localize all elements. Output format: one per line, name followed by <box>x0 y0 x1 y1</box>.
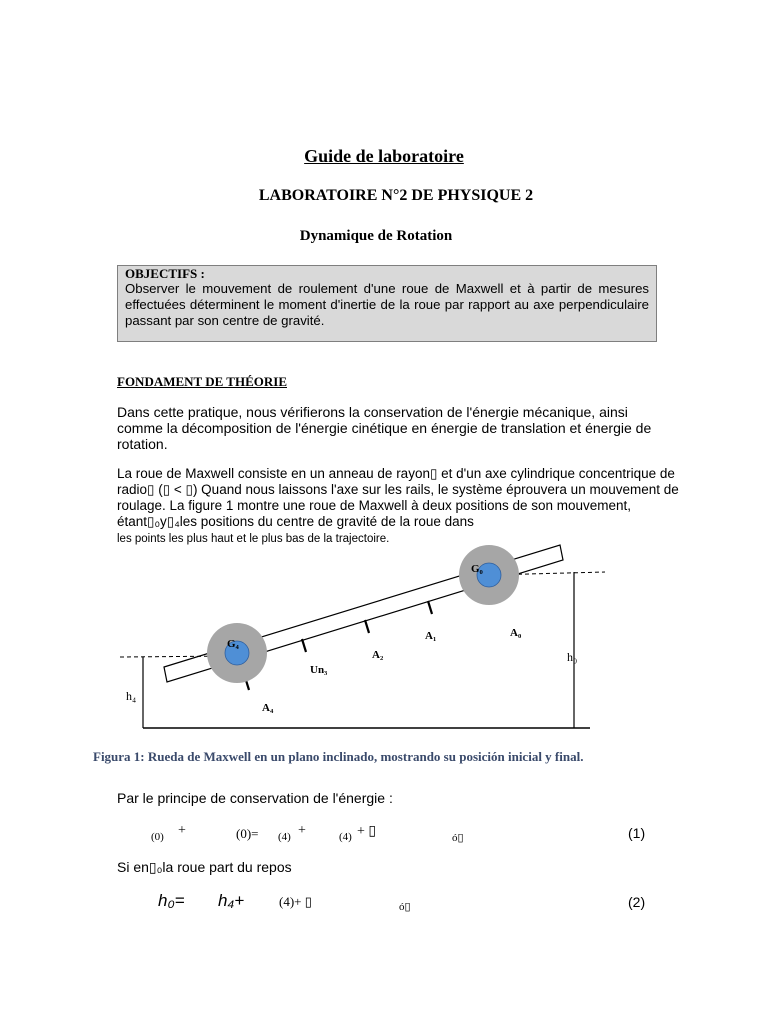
label-a3: Un₃ <box>310 664 328 676</box>
eq1-plus-1: + <box>178 823 186 838</box>
tick-a2 <box>365 620 369 633</box>
eq1-term-4: (4) <box>339 831 352 843</box>
theory-paragraph-1: Dans cette pratique, nous vérifierons la conservation de l'énergie mécanique, ainsi comme la décomposition de l'énergie cinétique en énergie de translation et énergie de rotation. <box>117 404 652 452</box>
theory-paragraph-2 <box>117 466 682 547</box>
tick-a3 <box>302 639 306 652</box>
eq1-term-6: ó▯ <box>452 832 464 844</box>
eq1-term-5: + ▯ <box>357 824 377 839</box>
eq2-h4: h₄+ <box>218 891 245 910</box>
maxwell-wheel-figure <box>110 540 630 740</box>
conservation-intro: Par le principe de conservation de l'énergie : <box>117 790 393 806</box>
label-g4: G₄ <box>227 638 239 650</box>
eq2-h0: h₀= <box>158 891 185 910</box>
label-a4: A₄ <box>262 702 274 714</box>
rest-intro: Si en▯₀la roue part du repos <box>117 859 292 875</box>
eq2-term-2: ó▯ <box>399 901 411 913</box>
label-a2: A₂ <box>372 649 384 661</box>
theory-heading: FONDAMENT DE THÉORIE <box>117 374 287 389</box>
label-a0: A₀ <box>510 627 522 639</box>
label-a1: A₁ <box>425 630 437 642</box>
label-h0: h₀ <box>567 650 578 664</box>
objectives-box <box>117 265 657 342</box>
eq1-term-1: (0) <box>151 831 164 843</box>
eq1-term-3: (4) <box>278 831 291 843</box>
tick-a1 <box>428 601 432 614</box>
eq2-term-1: (4)+ ▯ <box>279 894 312 909</box>
figure-caption: Figura 1: Rueda de Maxwell en un plano inclinado, mostrando su posición inicial y final. <box>93 749 584 764</box>
theory-paragraph-2-main: La roue de Maxwell consiste en un anneau de rayon▯ et d'un axe cylindrique concentrique de radio▯ (▯ < ▯) Quand nous laissons l'axe sur les rails, le système éprouvera un mouvement de roulage. La figure 1 montre une roue de Maxwell à deux positions de son mouvement, étant▯₀y▯₄les positions du centre de gravité de la roue dans <box>117 466 679 529</box>
page-title: Guide de laboratoire <box>304 146 464 166</box>
topic-title: Dynamique de Rotation <box>299 228 453 244</box>
eq1-plus-2: + <box>298 823 306 838</box>
eq2-number: (2) <box>628 894 646 910</box>
lab-subtitle: LABORATOIRE N°2 DE PHYSIQUE 2 <box>258 187 534 204</box>
objectives-label: OBJECTIFS : <box>125 266 205 281</box>
label-h4: h₄ <box>126 689 137 703</box>
theory-paragraph-2-small: les points les plus haut et le plus bas de la trajectoire. <box>117 533 390 545</box>
eq1-number: (1) <box>628 825 646 841</box>
eq1-term-2: (0)= <box>236 826 259 841</box>
objectives-text: Observer le mouvement de roulement d'une roue de Maxwell et à partir de mesures effectuées déterminent le moment d'inertie de la roue par rapport au axe perpendiculaire passant par son centre de gravité. <box>125 281 649 328</box>
label-g0: G₀ <box>471 563 483 575</box>
